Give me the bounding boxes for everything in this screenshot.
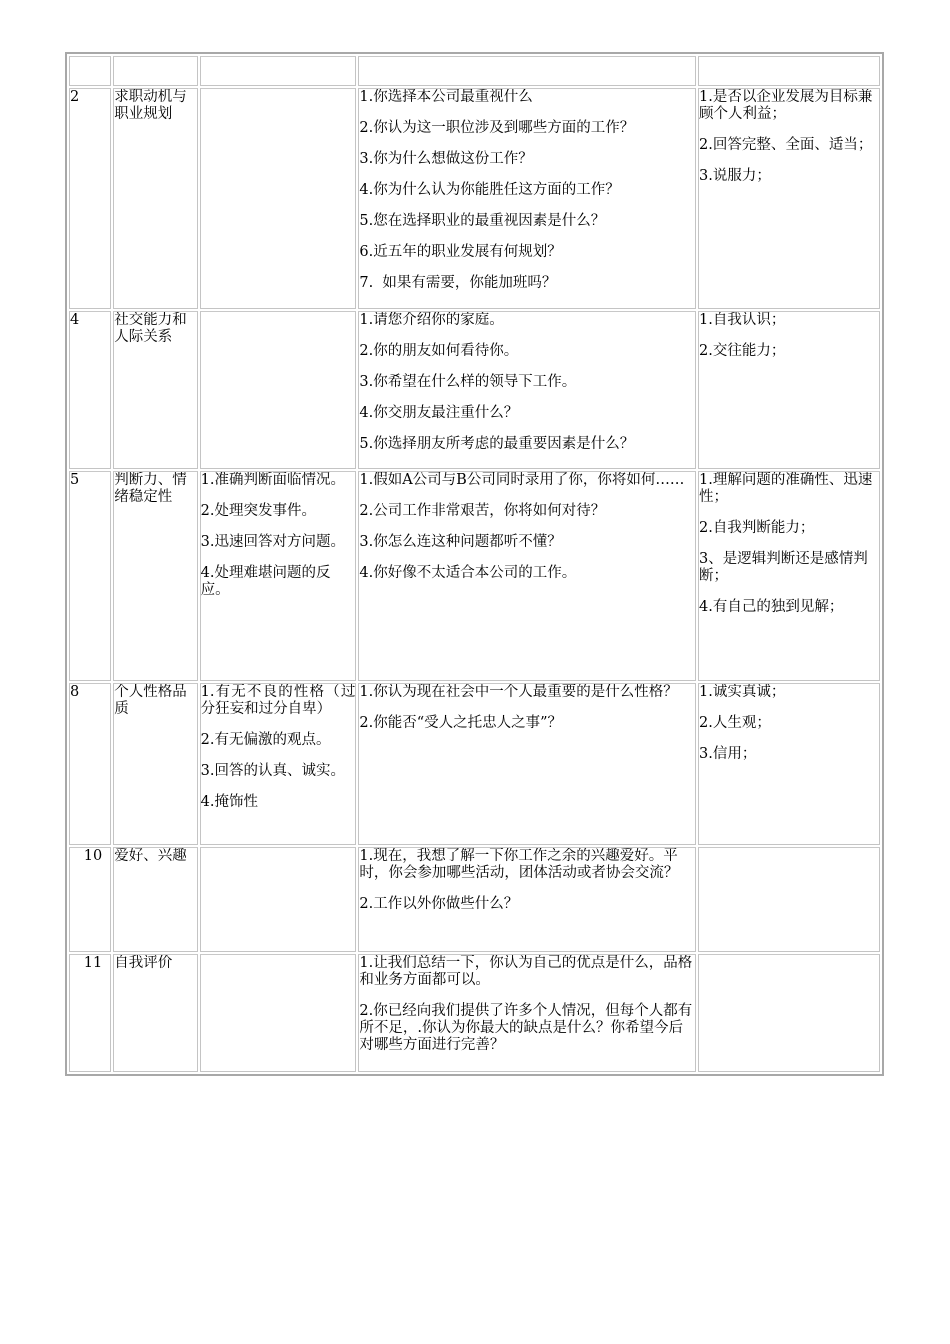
criteria-cell (698, 954, 880, 1072)
header-cell (69, 56, 111, 86)
questions-cell (358, 683, 696, 845)
observe-cell (200, 683, 357, 845)
table-row (69, 471, 880, 681)
criteria-item: 2.自我判断能力； (699, 520, 815, 536)
observe-item: 3.迅速回答对方问题。 (200, 534, 345, 550)
question-item: 1.你选择本公司最重视什么 (359, 89, 533, 105)
question-item: 1.假如A公司与B公司同时录用了你，你将如何…… (359, 472, 685, 488)
criteria-item: 3.说服力； (699, 168, 771, 184)
question-item: 1.现在，我想了解一下你工作之余的兴趣爱好。平时，你会参加哪些活动，团体活动或者协会交流？ (359, 848, 679, 881)
criteria-item: 2.交往能力； (699, 343, 786, 359)
criteria-cell (698, 471, 880, 681)
row-number: 2 (69, 88, 111, 309)
question-item: 1.让我们总结一下，你认为自己的优点是什么，品格和业务方面都可以。 (359, 955, 693, 988)
table-row (69, 311, 880, 469)
observe-cell (200, 471, 357, 681)
observe-cell (200, 847, 357, 952)
header-row (69, 56, 880, 86)
header-cell (113, 56, 197, 86)
question-item: 4.你交朋友最注重什么？ (359, 405, 519, 421)
row-number: 8 (69, 683, 111, 845)
criteria-item: 2.人生观； (699, 715, 771, 731)
criteria-item: 4.有自己的独到见解； (699, 599, 844, 615)
criteria-cell (698, 683, 880, 845)
topic-cell: 判断力、情绪稳定性 (113, 471, 197, 681)
observe-item: 3.回答的认真、诚实。 (200, 763, 345, 779)
question-item: 2.工作以外你做些什么？ (359, 896, 519, 912)
criteria-item: 3、是逻辑判断还是感情判断； (699, 551, 868, 584)
header-cell (200, 56, 357, 86)
question-item: 1.请您介绍你的家庭。 (359, 312, 504, 328)
row-number: 10 (69, 847, 111, 952)
header-cell (358, 56, 696, 86)
question-item: 5.您在选择职业的最重视因素是什么？ (359, 213, 606, 229)
question-item: 3.你希望在什么样的领导下工作。 (359, 374, 577, 390)
question-item: 2.你能否“受人之托忠人之事”？ (359, 715, 563, 731)
topic-cell: 求职动机与职业规划 (113, 88, 197, 309)
questions-cell (358, 88, 696, 309)
criteria-cell (698, 311, 880, 469)
observe-cell (200, 88, 357, 309)
question-item: 2.公司工作非常艰苦，你将如何对待？ (359, 503, 606, 519)
criteria-cell (698, 88, 880, 309)
row-number: 11 (69, 954, 111, 1072)
criteria-cell (698, 847, 880, 952)
question-item: 1.你认为现在社会中一个人最重要的是什么性格？ (359, 684, 678, 700)
question-item: 7. 如果有需要，你能加班吗？ (359, 275, 557, 291)
observe-item: 4.掩饰性 (200, 794, 258, 810)
observe-item: 2.处理突发事件。 (200, 503, 316, 519)
row-number: 5 (69, 471, 111, 681)
table-row (69, 954, 880, 1072)
observe-item: 1.准确判断面临情况。 (200, 472, 345, 488)
criteria-item: 2.回答完整、全面、适当； (699, 137, 873, 153)
question-item: 6.近五年的职业发展有何规划？ (359, 244, 562, 260)
topic-cell: 爱好、兴趣 (113, 847, 197, 952)
questions-cell (358, 471, 696, 681)
question-item: 4.你好像不太适合本公司的工作。 (359, 565, 577, 581)
questions-cell (358, 311, 696, 469)
header-cell (698, 56, 880, 86)
observe-cell (200, 311, 357, 469)
table-row (69, 847, 880, 952)
question-item: 3.你为什么想做这份工作？ (359, 151, 533, 167)
table-row (69, 683, 880, 845)
criteria-item: 1.自我认识； (699, 312, 786, 328)
question-item: 4.你为什么认为你能胜任这方面的工作？ (359, 182, 620, 198)
observe-item: 4.处理难堪问题的反应。 (200, 565, 331, 598)
observe-cell (200, 954, 357, 1072)
observe-item: 2.有无偏激的观点。 (200, 732, 331, 748)
table-row (69, 88, 880, 309)
topic-cell: 社交能力和人际关系 (113, 311, 197, 469)
row-number: 4 (69, 311, 111, 469)
interview-table-page (65, 52, 884, 1076)
question-item: 2.你的朋友如何看待你。 (359, 343, 519, 359)
criteria-item: 1.诚实真诚； (699, 684, 786, 700)
observe-item: 1.有无不良的性格（过分狂妄和过分自卑） (200, 684, 356, 717)
question-item: 2.你认为这一职位涉及到哪些方面的工作？ (359, 120, 635, 136)
question-item: 5.你选择朋友所考虑的最重要因素是什么？ (359, 436, 635, 452)
interview-question-table (65, 52, 884, 1076)
criteria-item: 1.理解问题的准确性、迅速性； (699, 472, 873, 505)
question-item: 2.你已经向我们提供了许多个人情况，但每个人都有所不足，.你认为你最大的缺点是什么？你希望今后对哪些方面进行完善？ (359, 1003, 693, 1053)
criteria-item: 3.信用； (699, 746, 757, 762)
topic-cell: 自我评价 (113, 954, 197, 1072)
criteria-item: 1.是否以企业发展为目标兼顾个人利益； (699, 89, 873, 122)
questions-cell (358, 847, 696, 952)
question-item: 3.你怎么连这种问题都听不懂？ (359, 534, 562, 550)
questions-cell (358, 954, 696, 1072)
topic-cell: 个人性格品质 (113, 683, 197, 845)
